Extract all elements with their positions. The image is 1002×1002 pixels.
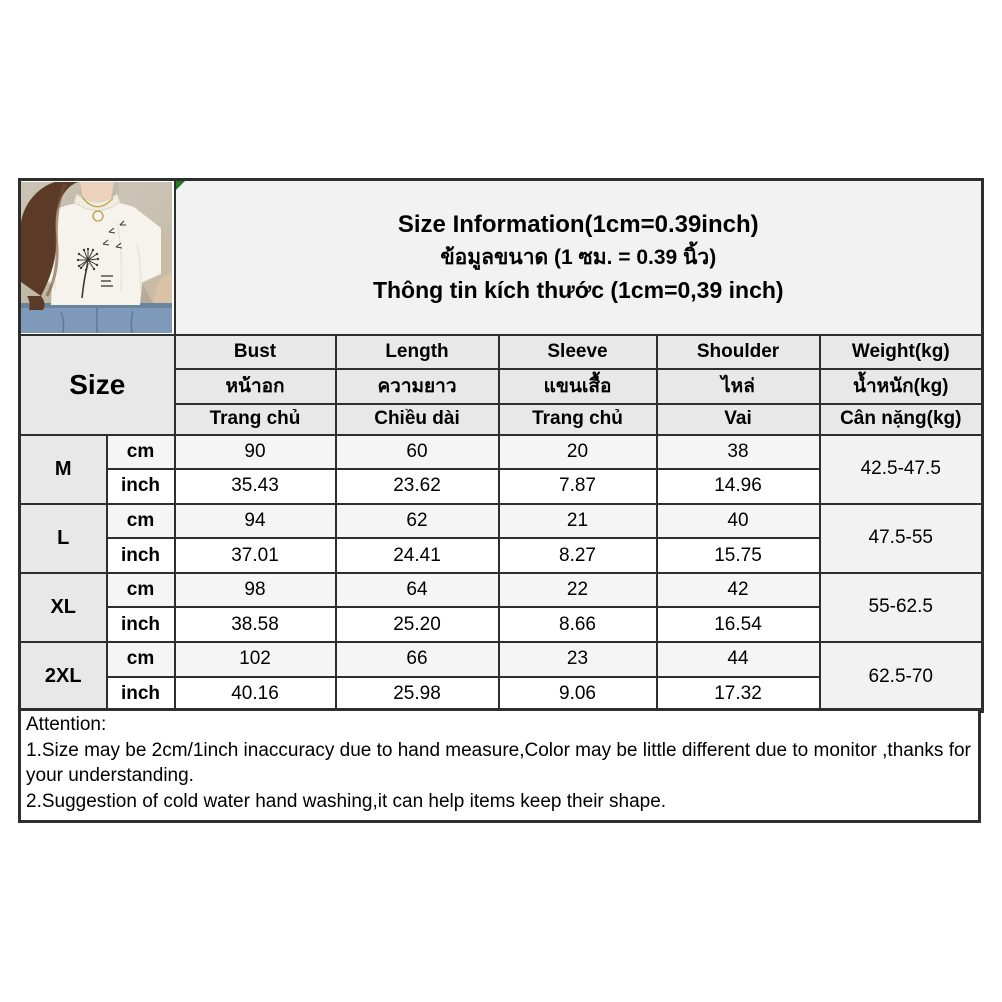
2xl-bust-inch: 40.16 — [175, 677, 336, 712]
unit-label-cm: cm — [107, 435, 175, 470]
table-row-l-cm — [20, 504, 983, 539]
l-length-cm: 62 — [336, 504, 499, 539]
col-header-weight-en: Weight(kg) — [820, 335, 983, 369]
2xl-shoulder-inch: 17.32 — [657, 677, 820, 712]
table-row-xl-cm — [20, 573, 983, 608]
table-row-2xl-cm — [20, 642, 983, 677]
l-weight-range: 47.5-55 — [820, 504, 983, 573]
product-photo-cell — [20, 180, 175, 335]
l-bust-cm: 94 — [175, 504, 336, 539]
attention-line-1: 1.Size may be 2cm/1inch inaccuracy due to hand measure,Color may be little different due to monitor ,thanks for your understanding. — [26, 739, 971, 786]
table-row-m-cm — [20, 435, 983, 470]
col-header-shoulder-en: Shoulder — [657, 335, 820, 369]
m-weight-range: 42.5-47.5 — [820, 435, 983, 504]
2xl-sleeve-inch: 9.06 — [499, 677, 657, 712]
title-thai: ข้อมูลขนาด (1 ซม. = 0.39 นิ้ว) — [440, 245, 717, 269]
title-row — [20, 180, 983, 335]
xl-shoulder-cm: 42 — [657, 573, 820, 608]
product-photo — [21, 182, 172, 333]
size-table — [18, 178, 984, 713]
l-length-inch: 24.41 — [336, 538, 499, 573]
l-shoulder-inch: 15.75 — [657, 538, 820, 573]
size-label-m: M — [20, 435, 107, 504]
unit-label-cm: cm — [107, 573, 175, 608]
2xl-length-inch: 25.98 — [336, 677, 499, 712]
size-information-header — [175, 180, 983, 335]
2xl-length-cm: 66 — [336, 642, 499, 677]
2xl-sleeve-cm: 23 — [499, 642, 657, 677]
xl-weight-range: 55-62.5 — [820, 573, 983, 642]
title-vietnamese: Thông tin kích thước (1cm=0,39 inch) — [372, 276, 784, 303]
m-shoulder-inch: 14.96 — [657, 469, 820, 504]
col-header-bust-vi: Trang chủ — [175, 404, 336, 435]
size-label-l: L — [20, 504, 107, 573]
2xl-weight-range: 62.5-70 — [820, 642, 983, 712]
m-length-cm: 60 — [336, 435, 499, 470]
m-length-inch: 23.62 — [336, 469, 499, 504]
size-corner-label: Size — [20, 335, 175, 435]
col-header-sleeve-vi: Trang chủ — [499, 404, 657, 435]
xl-length-inch: 25.20 — [336, 607, 499, 642]
column-header-row-en — [20, 335, 983, 369]
col-header-shoulder-th: ไหล่ — [657, 369, 820, 404]
green-corner-triangle-icon — [176, 181, 185, 190]
attention-line-2: 2.Suggestion of cold water hand washing,it can help items keep their shape. — [26, 790, 667, 812]
xl-sleeve-cm: 22 — [499, 573, 657, 608]
m-shoulder-cm: 38 — [657, 435, 820, 470]
m-bust-cm: 90 — [175, 435, 336, 470]
col-header-sleeve-en: Sleeve — [499, 335, 657, 369]
m-sleeve-inch: 7.87 — [499, 469, 657, 504]
attention-title: Attention: — [26, 714, 107, 735]
l-shoulder-cm: 40 — [657, 504, 820, 539]
l-sleeve-cm: 21 — [499, 504, 657, 539]
l-bust-inch: 37.01 — [175, 538, 336, 573]
col-header-weight-th: น้ำหนัก(kg) — [820, 369, 983, 404]
unit-label-inch: inch — [107, 538, 175, 573]
l-sleeve-inch: 8.27 — [499, 538, 657, 573]
attention-note — [18, 708, 981, 823]
unit-label-inch: inch — [107, 469, 175, 504]
col-header-shoulder-vi: Vai — [657, 404, 820, 435]
xl-bust-inch: 38.58 — [175, 607, 336, 642]
xl-bust-cm: 98 — [175, 573, 336, 608]
size-label-2xl: 2XL — [20, 642, 107, 712]
title-english: Size Information(1cm=0.39inch) — [397, 210, 759, 238]
unit-label-inch: inch — [107, 607, 175, 642]
xl-length-cm: 64 — [336, 573, 499, 608]
xl-shoulder-inch: 16.54 — [657, 607, 820, 642]
col-header-sleeve-th: แขนเสื้อ — [499, 369, 657, 404]
col-header-length-vi: Chiều dài — [336, 404, 499, 435]
col-header-length-en: Length — [336, 335, 499, 369]
2xl-shoulder-cm: 44 — [657, 642, 820, 677]
col-header-weight-vi: Cân nặng(kg) — [820, 404, 983, 435]
col-header-bust-en: Bust — [175, 335, 336, 369]
2xl-bust-cm: 102 — [175, 642, 336, 677]
col-header-length-th: ความยาว — [336, 369, 499, 404]
xl-sleeve-inch: 8.66 — [499, 607, 657, 642]
unit-label-cm: cm — [107, 642, 175, 677]
col-header-bust-th: หน้าอก — [175, 369, 336, 404]
unit-label-cm: cm — [107, 504, 175, 539]
unit-label-inch: inch — [107, 677, 175, 712]
m-sleeve-cm: 20 — [499, 435, 657, 470]
m-bust-inch: 35.43 — [175, 469, 336, 504]
size-label-xl: XL — [20, 573, 107, 642]
